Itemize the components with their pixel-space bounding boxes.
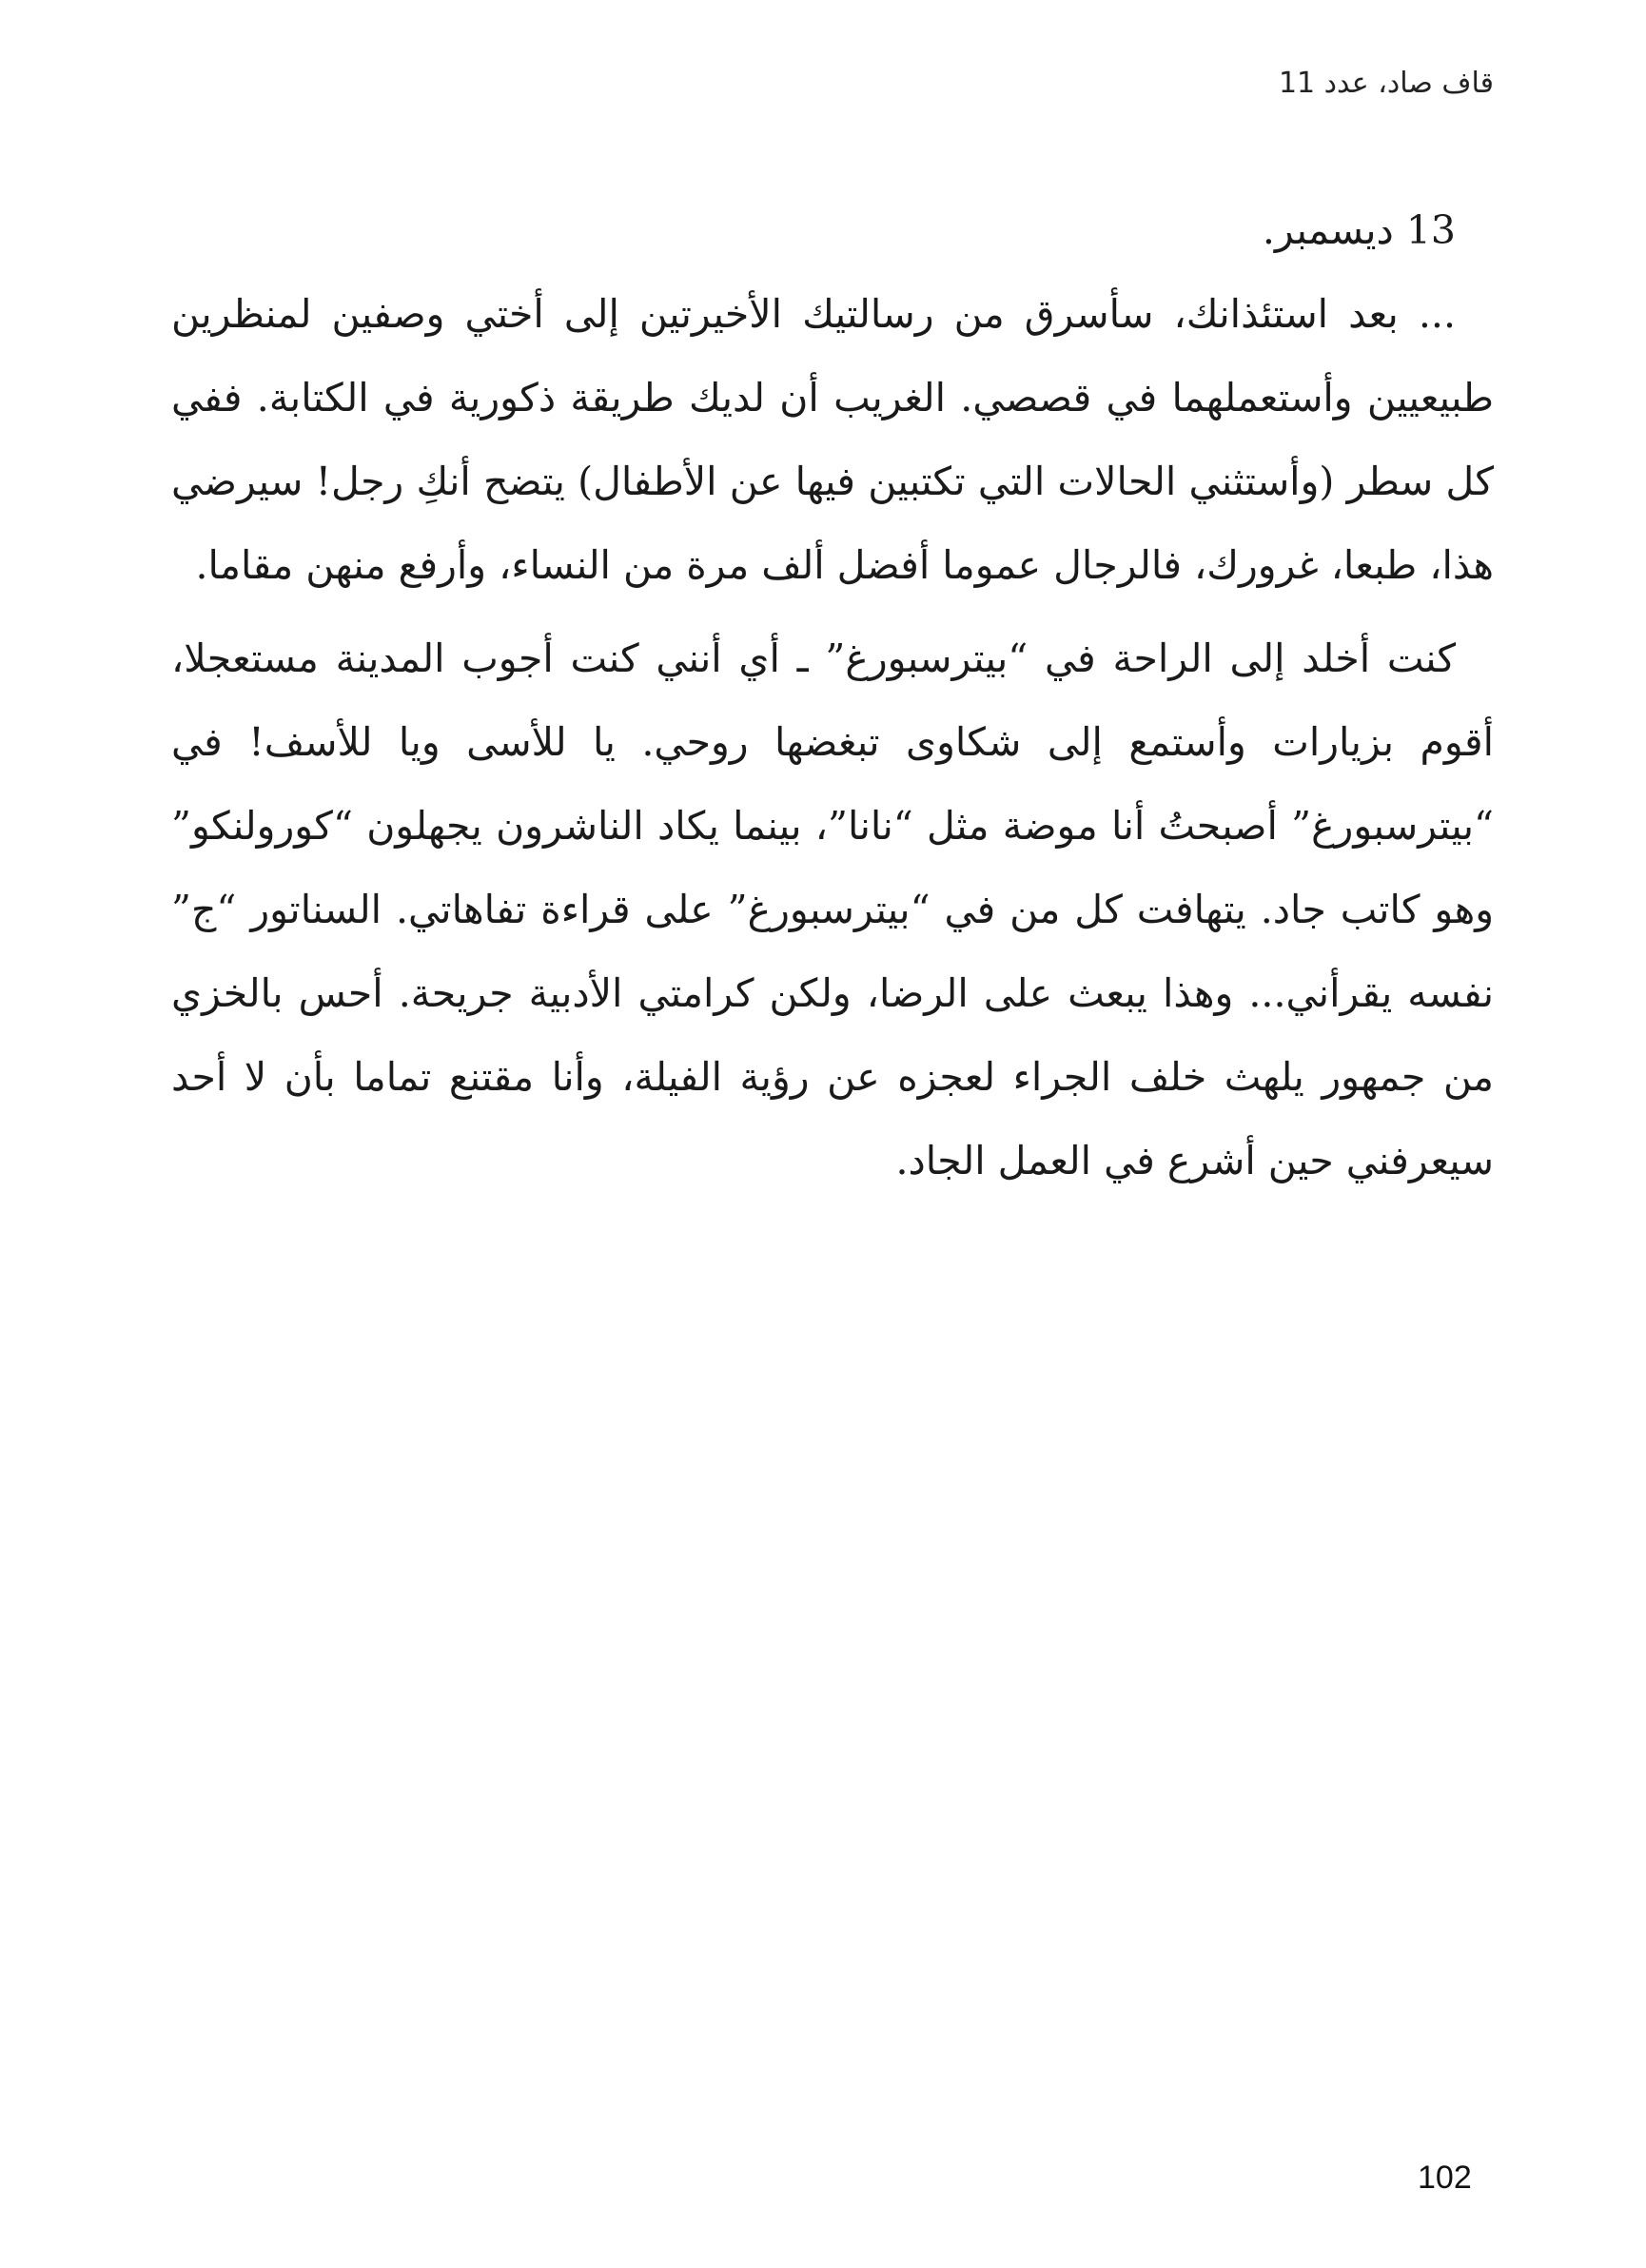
date-line: 13 ديسمبر. bbox=[1262, 207, 1456, 253]
body-text bbox=[171, 188, 1494, 1202]
running-header: قاف صاد، عدد 11 bbox=[1278, 67, 1494, 100]
paragraph-1: ... بعد استئذانك، سأسرق من رسالتيك الأخيرتين إلى أختي وصفين لمنظرين طبيعيين وأستعملهما في قصصي. الغريب أن لديك طريقة ذكورية في الكتابة. ففي كل سطر (وأستثني الحالات التي تكتبين فيها عن الأطفال) يتضح أنكِ رجل! سيرضي هذا، طبعا، غرورك، فالرجال عموما أفضل ألف مرة من النساء، وأرفع منهن مقاما. bbox=[171, 291, 1494, 588]
paragraph-2: كنت أخلد إلى الراحة في “بيترسبورغ” ـ أي أنني كنت أجوب المدينة مستعجلا، أقوم بزيارات وأستمع إلى شكاوى تبغضها روحي. يا للأسى ويا للأسف! في “بيترسبورغ” أصبحتُ أنا موضة مثل “نانا”، بينما يكاد الناشرون يجهلون “كورولنكو” وهو كاتب جاد. يتهافت كل من في “بيترسبورغ” على قراءة تفاهاتي. السناتور “ج” نفسه يقرأني... وهذا يبعث على الرضا، ولكن كرامتي الأدبية جريحة. أحس بالخزي من جمهور يلهث خلف الجراء لعجزه عن رؤية الفيلة، وأنا مقتنع تماما بأن لا أحد سيعرفني حين أشرع في العمل الجاد. bbox=[171, 635, 1494, 1183]
page-number: 102 bbox=[1418, 2160, 1472, 2196]
